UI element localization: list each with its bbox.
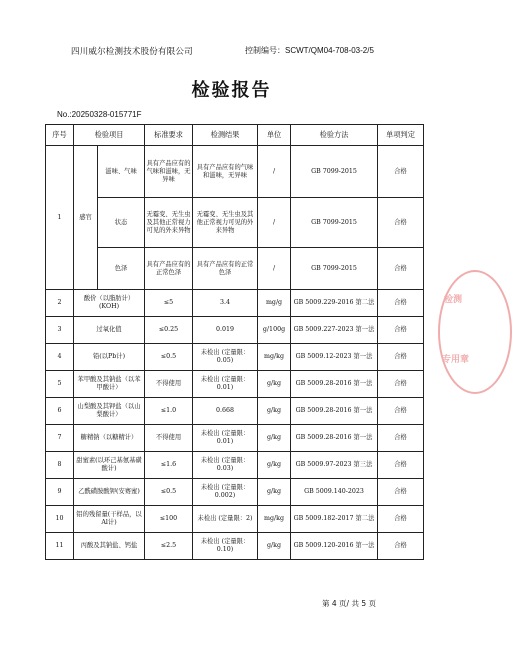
table-row: [46, 533, 424, 560]
row-requirement: ≤5: [145, 290, 193, 317]
row-method: GB 5009.12-2023 第一法: [291, 344, 378, 371]
row-requirement: ≤0.5: [145, 344, 193, 371]
table-row: [46, 198, 424, 248]
row-no: 11: [46, 533, 74, 560]
control-number: 控制编号：SCWT/QM04-708-03-2/5: [245, 46, 374, 55]
row-no: 2: [46, 290, 74, 317]
col-header-unit: 单位: [258, 125, 291, 146]
table-row: [46, 146, 424, 198]
row-requirement: ≤100: [145, 506, 193, 533]
row-item: 感官: [74, 146, 98, 290]
row-method: GB 5009.182-2017 第二法: [291, 506, 378, 533]
row-result: 未检出 (定量限：2): [193, 506, 258, 533]
row-judgement: 合格: [378, 317, 424, 344]
row-judgement: 合格: [378, 371, 424, 398]
row-result: 未检出 (定量限：0.10): [193, 533, 258, 560]
table-row: [46, 248, 424, 290]
table-row: [46, 371, 424, 398]
row-method: GB 7099-2015: [291, 248, 378, 290]
row-method: GB 7099-2015: [291, 146, 378, 198]
inspection-seal: [438, 270, 512, 394]
col-header-item: 检验项目: [74, 125, 145, 146]
row-method: GB 5009.227-2023 第一法: [291, 317, 378, 344]
row-judgement: 合格: [378, 506, 424, 533]
row-no: 1: [46, 146, 74, 290]
row-requirement: 不得使用: [145, 425, 193, 452]
row-item: 甜蜜素(以环己基氨基磺酸计): [74, 452, 145, 479]
row-judgement: 合格: [378, 344, 424, 371]
row-requirement: 具有产品应有的正常色泽: [145, 248, 193, 290]
row-requirement: ≤2.5: [145, 533, 193, 560]
row-result: 未检出 (定量限：0.05): [193, 344, 258, 371]
row-item: 过氧化值: [74, 317, 145, 344]
row-result: 无霉变、无生虫及其他正常视力可见的外来异物: [193, 198, 258, 248]
report-number: No.:20250328-015771F: [57, 110, 142, 119]
row-method: GB 5009.28-2016 第一法: [291, 425, 378, 452]
row-requirement: ≤0.5: [145, 479, 193, 506]
table-row: [46, 452, 424, 479]
company-name: 四川威尔检测技术股份有限公司: [71, 47, 193, 57]
row-unit: g/kg: [258, 479, 291, 506]
row-subitem: 色泽: [98, 248, 145, 290]
row-judgement: 合格: [378, 198, 424, 248]
row-no: 8: [46, 452, 74, 479]
row-subitem: 状态: [98, 198, 145, 248]
row-requirement: 具有产品应有的气味和滋味，无异味: [145, 146, 193, 198]
row-judgement: 合格: [378, 398, 424, 425]
row-item: 酸价（以脂肪计）(KOH): [74, 290, 145, 317]
row-item: 铅(以Pb计): [74, 344, 145, 371]
row-requirement: ≤0.25: [145, 317, 193, 344]
row-result: 具有产品应有的正常色泽: [193, 248, 258, 290]
row-unit: g/kg: [258, 533, 291, 560]
row-method: GB 5009.120-2016 第一法: [291, 533, 378, 560]
row-judgement: 合格: [378, 452, 424, 479]
row-item: 铝的残留量(干样品，以Al计): [74, 506, 145, 533]
table-row: [46, 479, 424, 506]
row-result: 0.019: [193, 317, 258, 344]
row-item: 乙酰磺胺酸钾(安赛蜜): [74, 479, 145, 506]
seal-text-bottom: 专用章: [442, 355, 470, 365]
row-judgement: 合格: [378, 146, 424, 198]
page-footer: 第 4 页/ 共 5 页: [322, 599, 376, 608]
row-item: 糖精钠（以糖精计）: [74, 425, 145, 452]
row-judgement: 合格: [378, 479, 424, 506]
row-unit: g/kg: [258, 452, 291, 479]
row-item: 苯甲酸及其钠盐（以苯甲酸计）: [74, 371, 145, 398]
row-requirement: ≤1.6: [145, 452, 193, 479]
col-header-method: 检验方法: [291, 125, 378, 146]
row-unit: mg/kg: [258, 344, 291, 371]
row-method: GB 7099-2015: [291, 198, 378, 248]
row-item: 山梨酸及其钾盐（以山梨酸计）: [74, 398, 145, 425]
row-unit: g/kg: [258, 398, 291, 425]
row-no: 5: [46, 371, 74, 398]
row-no: 9: [46, 479, 74, 506]
row-result: 具有产品应有的气味和滋味，无异味: [193, 146, 258, 198]
row-result: 未检出 (定量限：0.01): [193, 371, 258, 398]
row-judgement: 合格: [378, 290, 424, 317]
row-method: GB 5009.229-2016 第二法: [291, 290, 378, 317]
row-no: 4: [46, 344, 74, 371]
row-subitem: 滋味、气味: [98, 146, 145, 198]
row-method: GB 5009.28-2016 第一法: [291, 398, 378, 425]
row-unit: /: [258, 146, 291, 198]
row-unit: g/kg: [258, 425, 291, 452]
row-unit: /: [258, 198, 291, 248]
row-requirement: 无霉变、无生虫及其他正常视力可见的外来异物: [145, 198, 193, 248]
row-judgement: 合格: [378, 425, 424, 452]
row-result: 未检出 (定量限：0.002): [193, 479, 258, 506]
col-header-judgement: 单项判定: [378, 125, 424, 146]
row-requirement: 不得使用: [145, 371, 193, 398]
row-unit: g/100g: [258, 317, 291, 344]
table-header-row: [46, 125, 424, 146]
table-row: [46, 425, 424, 452]
row-result: 3.4: [193, 290, 258, 317]
row-unit: /: [258, 248, 291, 290]
row-no: 6: [46, 398, 74, 425]
row-no: 10: [46, 506, 74, 533]
row-no: 7: [46, 425, 74, 452]
table-row: [46, 344, 424, 371]
row-method: GB 5009.28-2016 第一法: [291, 371, 378, 398]
row-judgement: 合格: [378, 533, 424, 560]
col-header-no: 序号: [46, 125, 74, 146]
row-result: 未检出 (定量限：0.01): [193, 425, 258, 452]
row-result: 未检出 (定量限：0.03): [193, 452, 258, 479]
table-row: [46, 398, 424, 425]
inspection-table: [45, 124, 424, 560]
seal-text-top: 检测: [444, 295, 463, 305]
row-unit: mg/kg: [258, 506, 291, 533]
row-method: GB 5009.140-2023: [291, 479, 378, 506]
row-no: 3: [46, 317, 74, 344]
report-title: 检验报告: [191, 80, 272, 101]
col-header-result: 检测结果: [193, 125, 258, 146]
row-unit: mg/g: [258, 290, 291, 317]
row-judgement: 合格: [378, 248, 424, 290]
row-item: 丙酸及其钠盐、钙盐: [74, 533, 145, 560]
row-result: 0.668: [193, 398, 258, 425]
table-row: [46, 506, 424, 533]
row-method: GB 5009.97-2023 第三法: [291, 452, 378, 479]
table-row: [46, 290, 424, 317]
table-row: [46, 317, 424, 344]
row-requirement: ≤1.0: [145, 398, 193, 425]
col-header-requirement: 标准要求: [145, 125, 193, 146]
row-unit: g/kg: [258, 371, 291, 398]
